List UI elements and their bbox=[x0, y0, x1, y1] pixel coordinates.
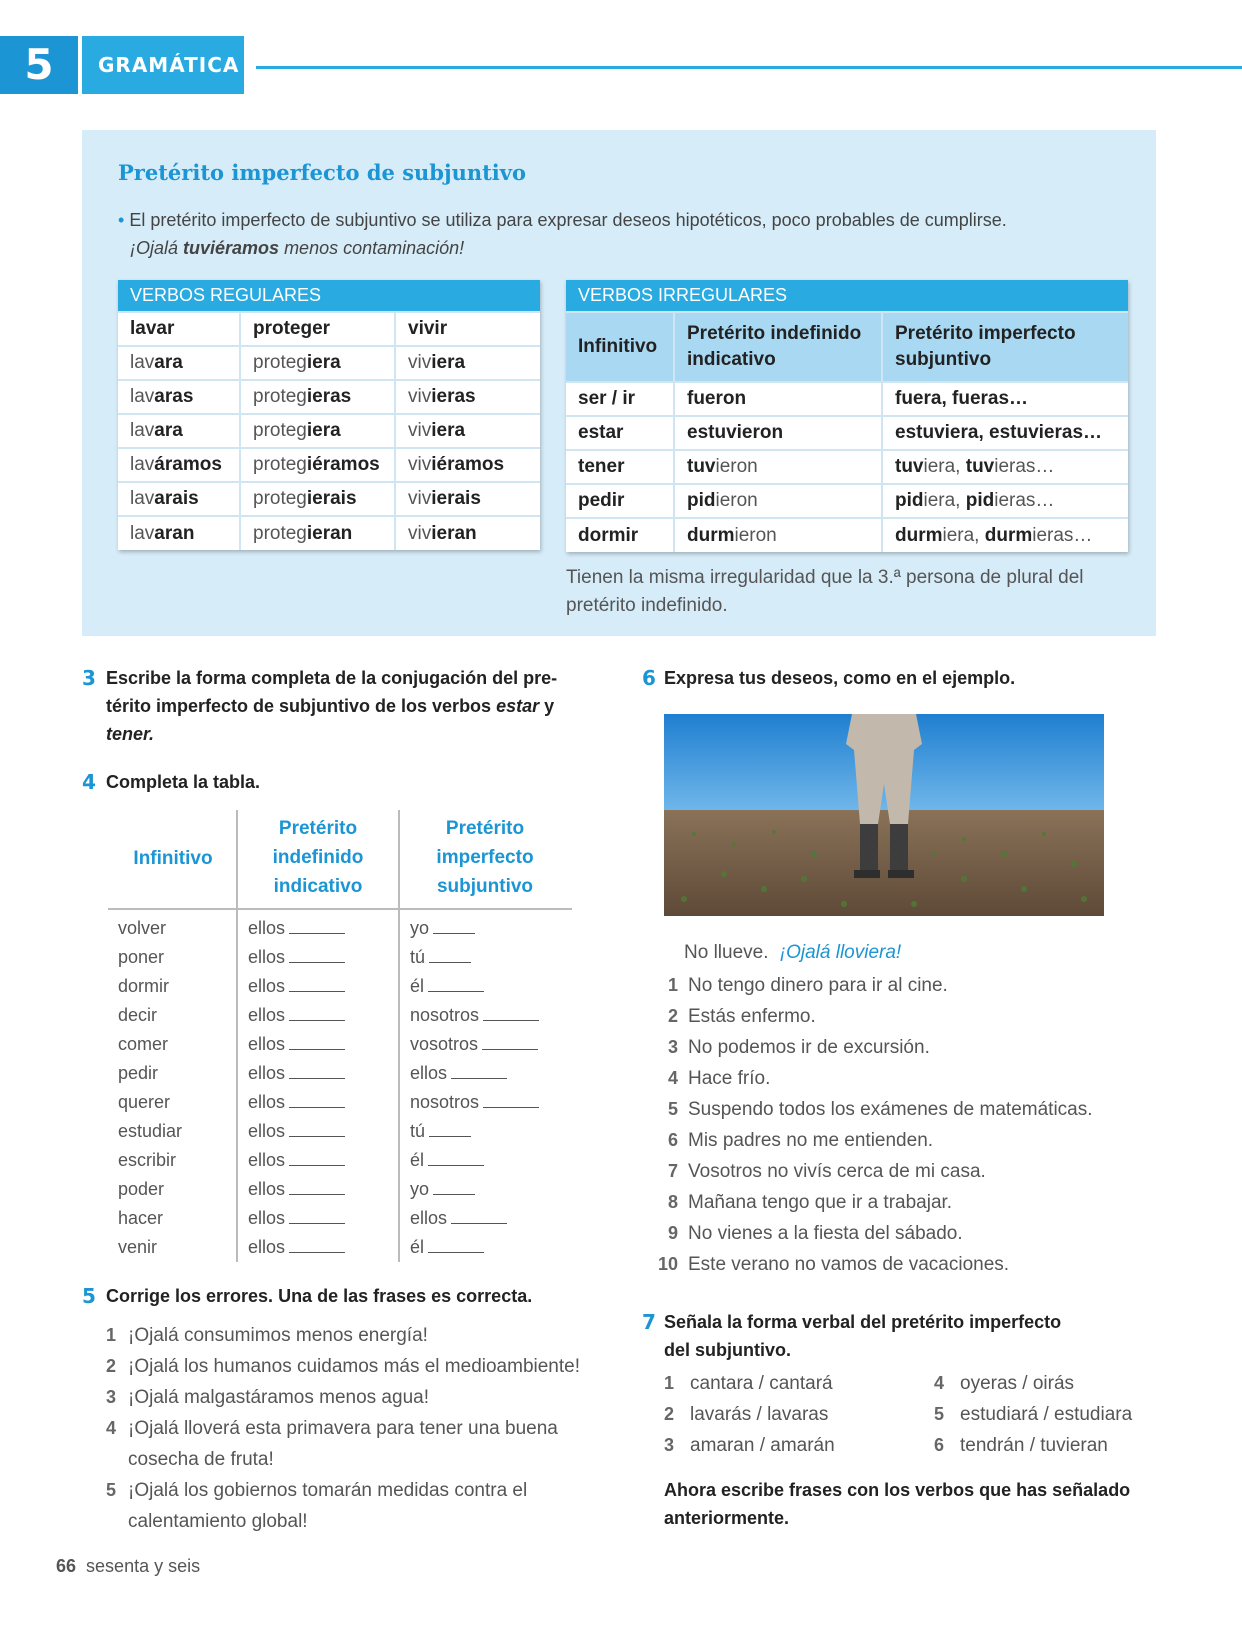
list-item[interactable]: 4 oyeras / oirás bbox=[934, 1373, 1075, 1394]
irregular-verbs-caption: VERBOS IRREGULARES bbox=[566, 280, 1128, 312]
divider bbox=[398, 810, 400, 1262]
table-row: lavara protegiera viviera bbox=[118, 346, 540, 380]
table-row: estar estuvieron estuviera, estuvieras… bbox=[566, 416, 1128, 450]
list-item: 3 No podemos ir de excursión. bbox=[667, 1037, 930, 1058]
page-number-words: sesenta y seis bbox=[86, 1556, 201, 1576]
list-item: 3 ¡Ojalá malgastáramos menos agua! bbox=[106, 1387, 429, 1408]
list-item: 5 Suspendo todos los exámenes de matemáticas. bbox=[667, 1099, 1093, 1120]
table-row: lavaras protegieras vivieras bbox=[118, 380, 540, 414]
exercise-6-example: No llueve. ¡Ojalá lloviera! bbox=[684, 942, 902, 963]
list-item[interactable]: 5 estudiará / estudiara bbox=[934, 1404, 1133, 1425]
header-rule bbox=[256, 66, 1242, 69]
infinitive-column: volver poner dormir decir comer pedir querer estudiar escribir poder hacer venir bbox=[118, 918, 183, 1257]
exercise-7-list-left bbox=[664, 1368, 924, 1461]
list-item[interactable]: 2 lavarás / lavaras bbox=[664, 1404, 829, 1425]
divider bbox=[108, 908, 572, 910]
exercise-number: 4 bbox=[82, 770, 96, 794]
irregular-note: Tienen la misma irregularidad que la 3.ª persona de plural del pretérito indefinido. bbox=[566, 567, 1084, 616]
subjunctive-column[interactable]: yo tú él nosotros vosotros ellos nosotros tú él yo ellos él bbox=[410, 914, 574, 1262]
exercise-5-list bbox=[106, 1320, 606, 1537]
list-item: 4 ¡Ojalá lloverá esta primavera para tener una buena cosecha de fruta! bbox=[106, 1418, 558, 1470]
table-header: vivir bbox=[395, 312, 540, 346]
table-row: lavarais protegierais vivierais bbox=[118, 482, 540, 516]
list-item: 9 No vienes a la fiesta del sábado. bbox=[667, 1223, 963, 1244]
list-item: 6 Mis padres no me entienden. bbox=[667, 1130, 934, 1151]
list-item[interactable]: 1 cantara / cantará bbox=[664, 1373, 833, 1394]
farmer-field-image bbox=[664, 714, 1104, 916]
bullet-icon: • bbox=[118, 210, 130, 230]
list-item: 10 Este verano no vamos de vacaciones. bbox=[657, 1254, 1010, 1275]
table-header: Pretérito indefinido indicativo bbox=[272, 818, 364, 897]
table-header: lavar bbox=[118, 312, 240, 346]
table-row: lavaran protegieran vivieran bbox=[118, 516, 540, 550]
page-footer bbox=[56, 1556, 200, 1577]
list-item[interactable]: 6 tendrán / tuvieran bbox=[934, 1435, 1108, 1456]
page-number: 66 bbox=[56, 1556, 77, 1576]
exercise-7-list-right bbox=[934, 1368, 1194, 1461]
exercise-number: 6 bbox=[642, 666, 656, 690]
grammar-example: ¡Ojalá tuviéramos menos contaminación! bbox=[130, 238, 465, 258]
grammar-title: Pretérito imperfecto de subjuntivo bbox=[118, 160, 526, 185]
exercise-4-title: Completa la tabla. bbox=[106, 772, 261, 792]
list-item: 4 Hace frío. bbox=[667, 1068, 771, 1089]
exercise-5-title: Corrige los errores. Una de las frases es correcta. bbox=[106, 1286, 533, 1306]
table-header: Pretérito imperfecto subjuntivo bbox=[882, 312, 1128, 382]
completion-table bbox=[108, 810, 574, 1262]
list-item: 7 Vosotros no vivís cerca de mi casa. bbox=[667, 1161, 986, 1182]
table-header: Pretérito indefinido indicativo bbox=[674, 312, 882, 382]
regular-verbs-table bbox=[118, 280, 540, 550]
section-title: GRAMÁTICA bbox=[82, 36, 244, 94]
table-row: tener tuvieron tuviera, tuvieras… bbox=[566, 450, 1128, 484]
list-item: 2 Estás enfermo. bbox=[667, 1006, 816, 1027]
preterite-column[interactable]: ellos ellos ellos ellos ellos ellos ellos ellos ellos ellos ellos ellos bbox=[248, 914, 398, 1262]
list-item: 8 Mañana tengo que ir a trabajar. bbox=[667, 1192, 953, 1213]
exercise-7-followup: Ahora escribe frases con los verbos que has señalado anteriormente. bbox=[664, 1480, 1131, 1528]
divider bbox=[236, 810, 238, 1262]
list-item: 1 ¡Ojalá consumimos menos energía! bbox=[106, 1325, 428, 1346]
list-item: 1 No tengo dinero para ir al cine. bbox=[667, 975, 948, 996]
field-photo bbox=[664, 714, 1104, 916]
table-row: lavara protegiera viviera bbox=[118, 414, 540, 448]
table-header: Infinitivo bbox=[133, 848, 213, 869]
table-header: Infinitivo bbox=[566, 312, 674, 382]
table-row: laváramos protegiéramos viviéramos bbox=[118, 448, 540, 482]
exercise-3-text: Escribe la forma completa de la conjugación del pre- térito imperfecto de subjuntivo de los verbos estar y tener. bbox=[106, 668, 558, 744]
unit-number: 5 bbox=[0, 36, 78, 94]
exercise-6-title: Expresa tus deseos, como en el ejemplo. bbox=[664, 668, 1016, 688]
exercise-number: 7 bbox=[642, 1310, 656, 1334]
list-item[interactable]: 3 amaran / amarán bbox=[664, 1435, 835, 1456]
grammar-rule: • El pretérito imperfecto de subjuntivo se utiliza para expresar deseos hipotéticos, poco probables de cumplirse. bbox=[118, 210, 1007, 230]
table-row: pedir pidieron pidiera, pidieras… bbox=[566, 484, 1128, 518]
list-item: 5 ¡Ojalá los gobiernos tomarán medidas contra el calentamiento global! bbox=[106, 1480, 528, 1532]
table-header: Pretérito imperfecto subjuntivo bbox=[436, 818, 534, 897]
table-row: dormir durmieron durmiera, durmieras… bbox=[566, 518, 1128, 552]
exercise-7-title: Señala la forma verbal del pretérito imperfecto del subjuntivo. bbox=[664, 1312, 1062, 1360]
irregular-verbs-table bbox=[566, 280, 1128, 552]
list-item: 2 ¡Ojalá los humanos cuidamos más el medioambiente! bbox=[106, 1356, 580, 1377]
exercise-number: 5 bbox=[82, 1284, 96, 1308]
table-row: ser / ir fueron fuera, fueras… bbox=[566, 382, 1128, 416]
exercise-number: 3 bbox=[82, 666, 96, 690]
table-header: proteger bbox=[240, 312, 395, 346]
exercise-6-list bbox=[654, 970, 1124, 1280]
regular-verbs-caption: VERBOS REGULARES bbox=[118, 280, 540, 312]
